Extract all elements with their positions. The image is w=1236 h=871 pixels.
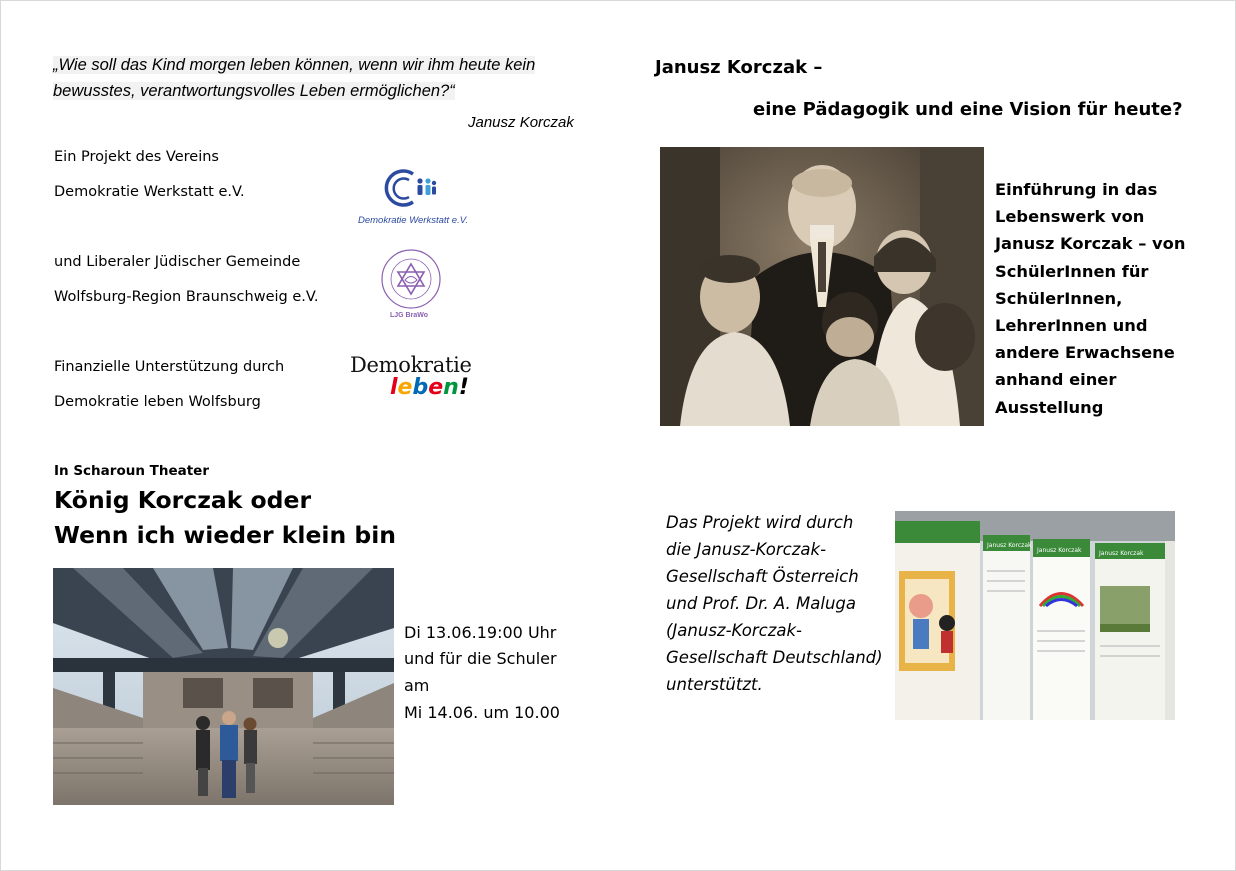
werkstatt-caption: Demokratie Werkstatt e.V. [358, 215, 468, 226]
quote-author: Janusz Korczak [468, 114, 574, 131]
leben-letter: ! [458, 375, 469, 400]
event-time-line-4: Mi 14.06. um 10.00 [404, 703, 560, 722]
event-title-line-2: Wenn ich wieder klein bin [54, 521, 396, 549]
project-line-5: Finanzielle Unterstützung durch [54, 359, 285, 375]
intro-line-2: Lebenswerk von [995, 207, 1145, 227]
project-line-2: Demokratie Werkstatt e.V. [54, 184, 245, 200]
korczak-photo [660, 147, 984, 426]
support-text [666, 509, 883, 698]
exhibition-banner-1: Janusz Korczak [987, 542, 1032, 549]
intro-line-8: anhand einer [995, 370, 1117, 390]
quote [53, 52, 573, 104]
leben-letter: e [428, 375, 444, 400]
intro-line-3: Janusz Korczak – von [995, 234, 1186, 254]
support-line-5: (Janusz-Korczak- [666, 621, 803, 640]
intro-line-4: SchülerInnen für [995, 261, 1149, 281]
support-line-2: die Janusz-Korczak- [666, 540, 827, 559]
event-venue: In Scharoun Theater [54, 463, 209, 479]
leben-letter: n [443, 375, 459, 400]
project-line-6: Demokratie leben Wolfsburg [54, 394, 261, 410]
ljg-caption: LJG BraWo [390, 312, 428, 319]
support-line-1: Das Projekt wird durch [666, 513, 854, 532]
intro-line-7: andere Erwachsene [995, 343, 1175, 363]
intro-line-1: Einführung in das [995, 180, 1158, 199]
intro-line-6: LehrerInnen und [995, 316, 1148, 336]
event-title-line-1: König Korczak oder [54, 486, 312, 514]
support-line-7: unterstützt. [666, 675, 763, 694]
project-line-1: Ein Projekt des Vereins [54, 149, 219, 165]
leben-letter: b [412, 375, 429, 400]
event-time-line-1: Di 13.06.19:00 Uhr [404, 623, 557, 642]
demokratie-werkstatt-logo [355, 166, 475, 230]
leben-word-2 [390, 375, 469, 400]
ljg-logo [378, 246, 444, 328]
quote-line-1: „Wie soll das Kind morgen leben können, wenn wir ihm heute kein [53, 56, 536, 74]
leben-word-1: Demokratie [350, 353, 472, 377]
right-title-line-1: Janusz Korczak – [655, 57, 823, 78]
event-time-line-2: und für die Schuler [404, 649, 557, 668]
quote-line-2: bewusstes, verantwortungsvolles Leben ermöglichen?“ [53, 82, 455, 100]
exhibition-banner-2: Janusz Korczak [1037, 547, 1082, 554]
demokratie-leben-logo [350, 353, 480, 405]
exhibition-photo [895, 511, 1175, 720]
event-time-line-3: am [404, 676, 430, 695]
project-line-3: und Liberaler Jüdischer Gemeinde [54, 254, 301, 270]
leben-letter: l [390, 375, 398, 400]
theater-photo [53, 568, 394, 805]
intro-line-5: SchülerInnen, [995, 288, 1123, 308]
support-line-4: und Prof. Dr. A. Maluga [666, 594, 856, 613]
project-line-4: Wolfsburg-Region Braunschweig e.V. [54, 289, 319, 305]
intro-text [995, 176, 1185, 421]
leben-letter: e [397, 375, 413, 400]
intro-line-9: Ausstellung [995, 397, 1104, 417]
exhibition-banner-3: Janusz Korczak [1099, 550, 1144, 557]
right-title-line-2: eine Pädagogik und eine Vision für heute? [753, 99, 1183, 120]
support-line-3: Gesellschaft Österreich [666, 567, 859, 586]
support-line-6: Gesellschaft Deutschland) [666, 648, 883, 667]
